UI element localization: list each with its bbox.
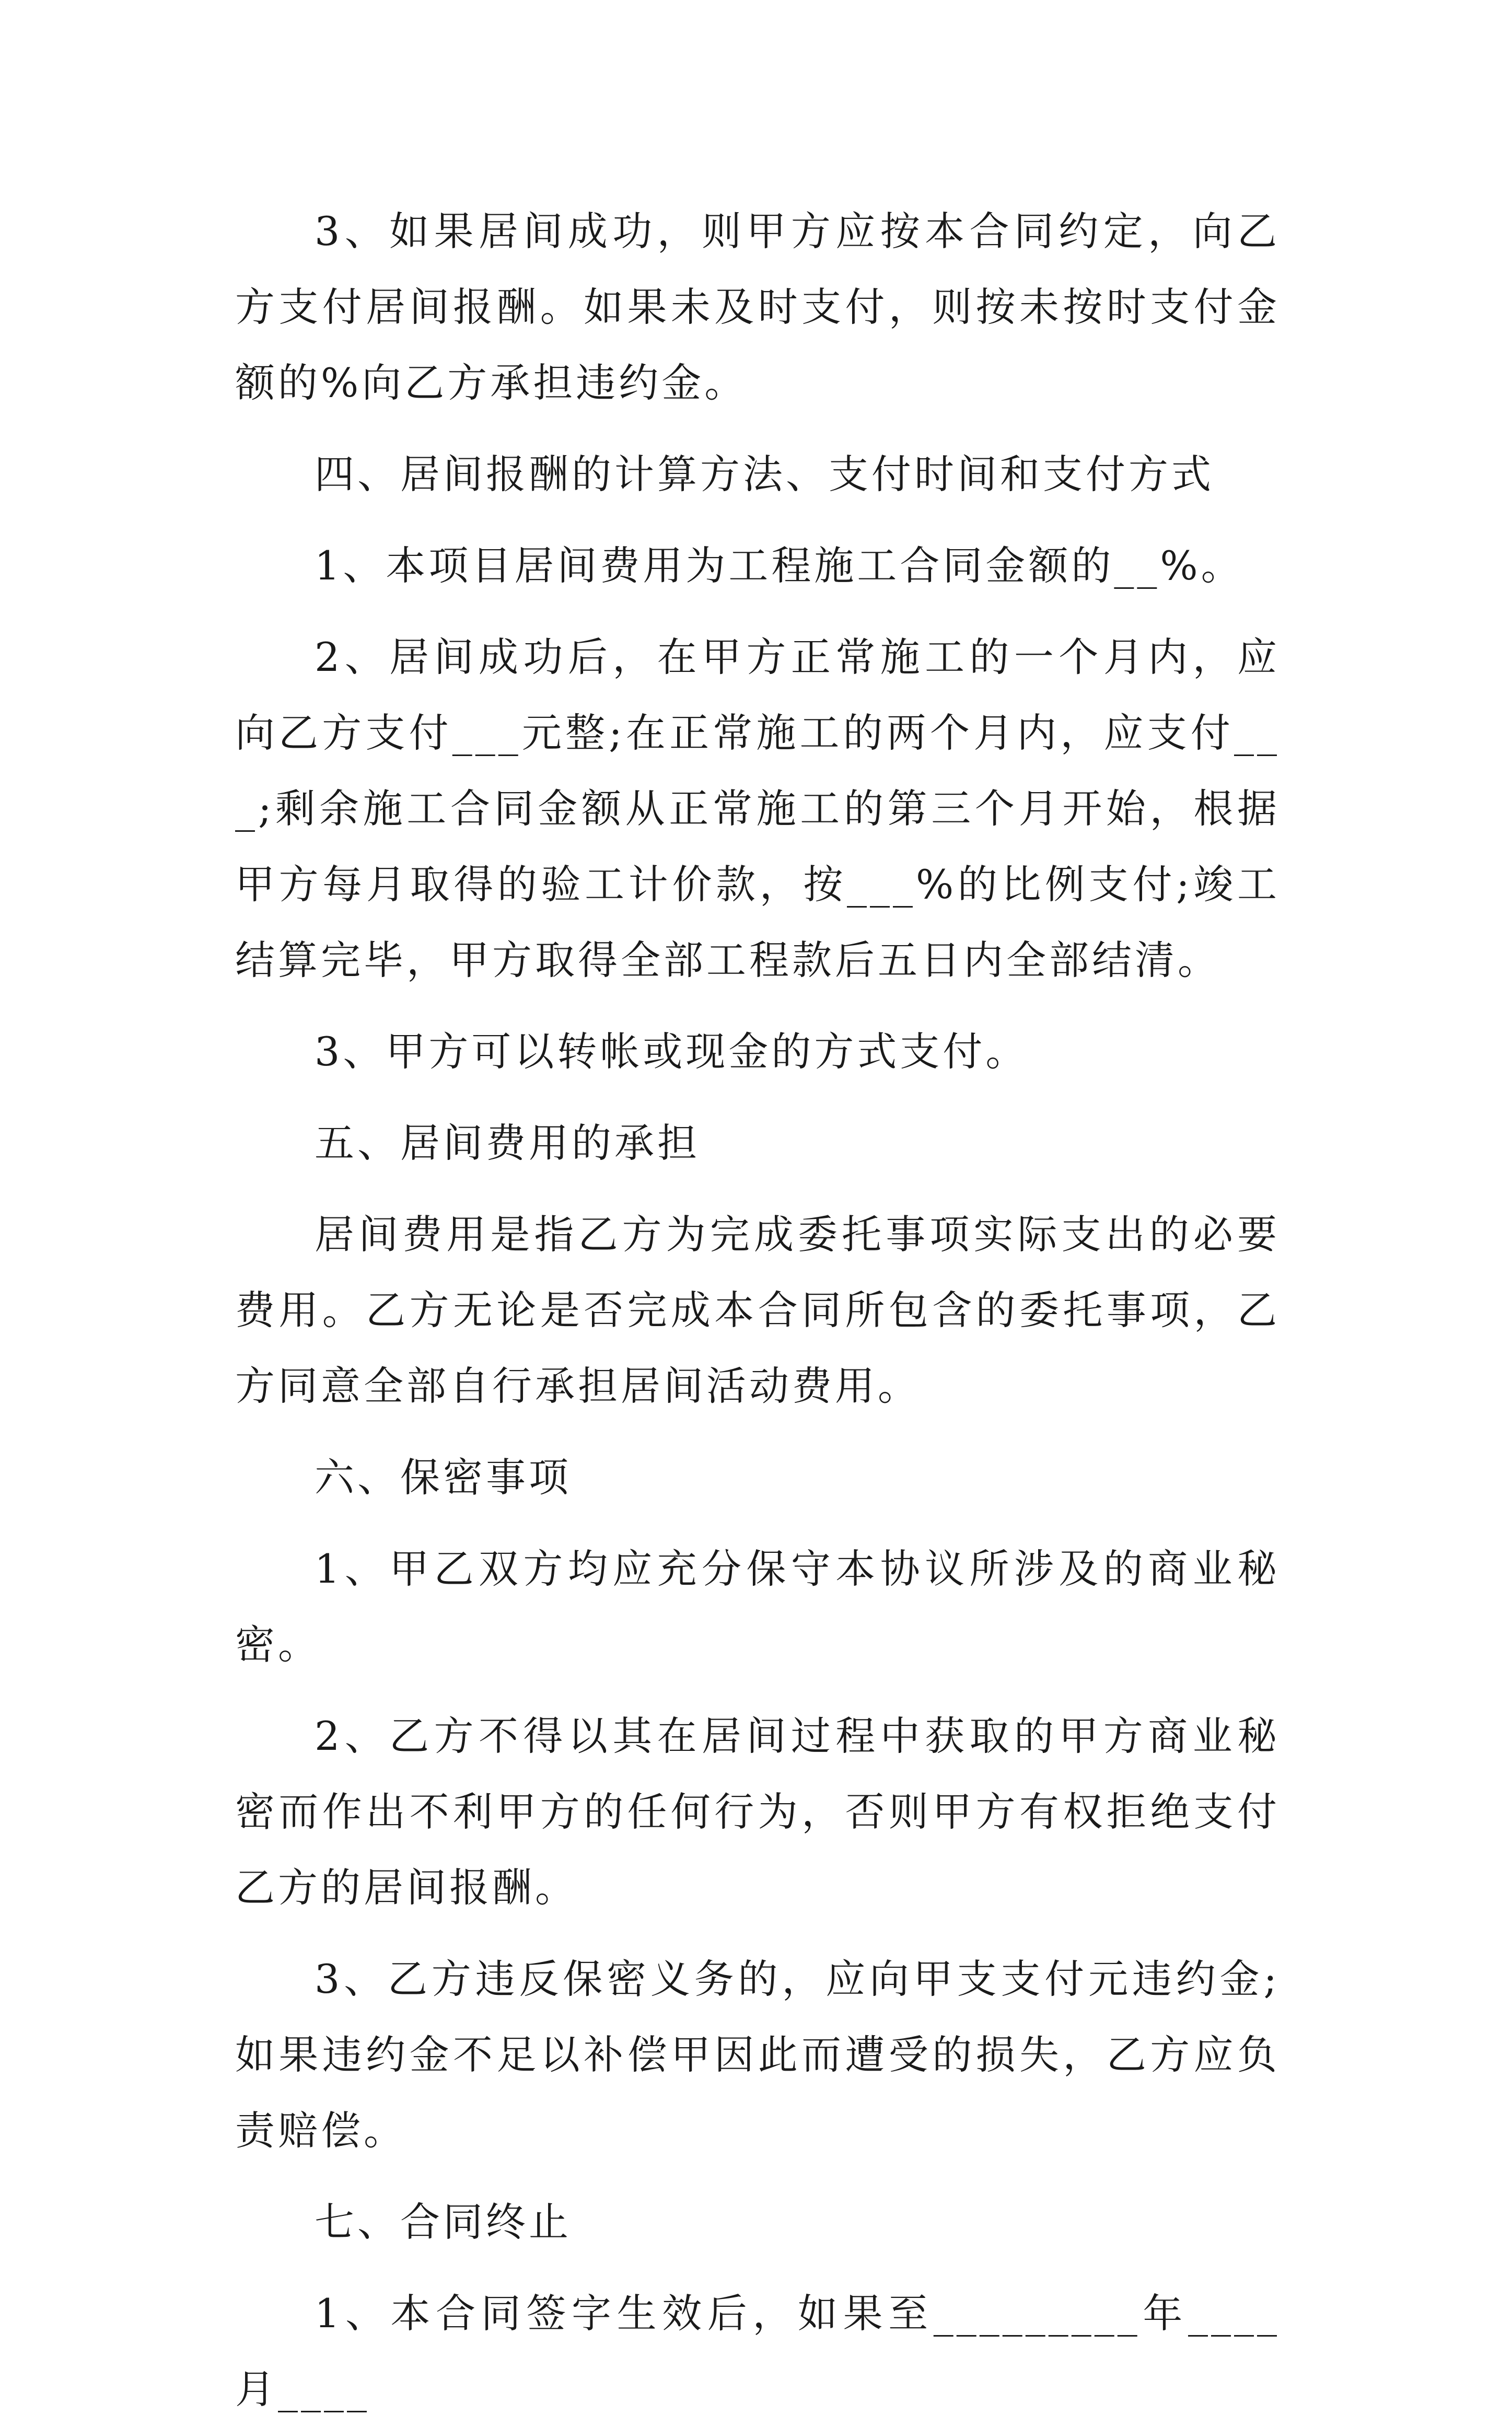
paragraph-expenses: 居间费用是指乙方为完成委托事项实际支出的必要费用。乙方无论是否完成本合同所包含的委托事项，乙方同意全部自行承担居间活动费用。 — [235, 1211, 1280, 1409]
section-heading-expenses: 五、居间费用的承担 — [315, 1120, 700, 1166]
paragraph-fee-rate: 1、本项目居间费用为工程施工合同金额的__%。 — [315, 542, 1244, 589]
paragraph-confidentiality-2: 2、乙方不得以其在居间过程中获取的甲方商业秘密而作出不利甲方的任何行为，否则甲方有权拒绝支付乙方的居间报酬。 — [235, 1713, 1280, 1911]
paragraph-confidentiality-1: 1、甲乙双方均应充分保守本协议所涉及的商业秘密。 — [235, 1546, 1280, 1668]
section-heading-remuneration: 四、居间报酬的计算方法、支付时间和支付方式 — [315, 451, 1214, 497]
document-body — [235, 193, 1280, 2427]
paragraph-payment-schedule: 2、居间成功后，在甲方正常施工的一个月内，应向乙方支付___元整;在正常施工的两个月内，应支付___;剩余施工合同金额从正常施工的第三个月开始，根据甲方每月取得的验工计价款，按___%的比例支付;竣工结算完毕，甲方取得全部工程款后五日内全部结清。 — [235, 634, 1280, 983]
section-heading-confidentiality: 六、保密事项 — [315, 1454, 572, 1501]
paragraph-payment-obligation: 3、如果居间成功，则甲方应按本合同约定，向乙方支付居间报酬。如果未及时支付，则按未按时支付金额的%向乙方承担违约金。 — [235, 208, 1280, 406]
paragraph-payment-method: 3、甲方可以转帐或现金的方式支付。 — [315, 1028, 1029, 1075]
paragraph-termination-1: 1、本合同签字生效后，如果至_________年____月____ — [235, 2290, 1280, 2412]
paragraph-confidentiality-3: 3、乙方违反保密义务的，应向甲支支付元违约金;如果违约金不足以补偿甲因此而遭受的损失，乙方应负责赔偿。 — [235, 1956, 1280, 2154]
section-heading-termination: 七、合同终止 — [315, 2199, 572, 2245]
